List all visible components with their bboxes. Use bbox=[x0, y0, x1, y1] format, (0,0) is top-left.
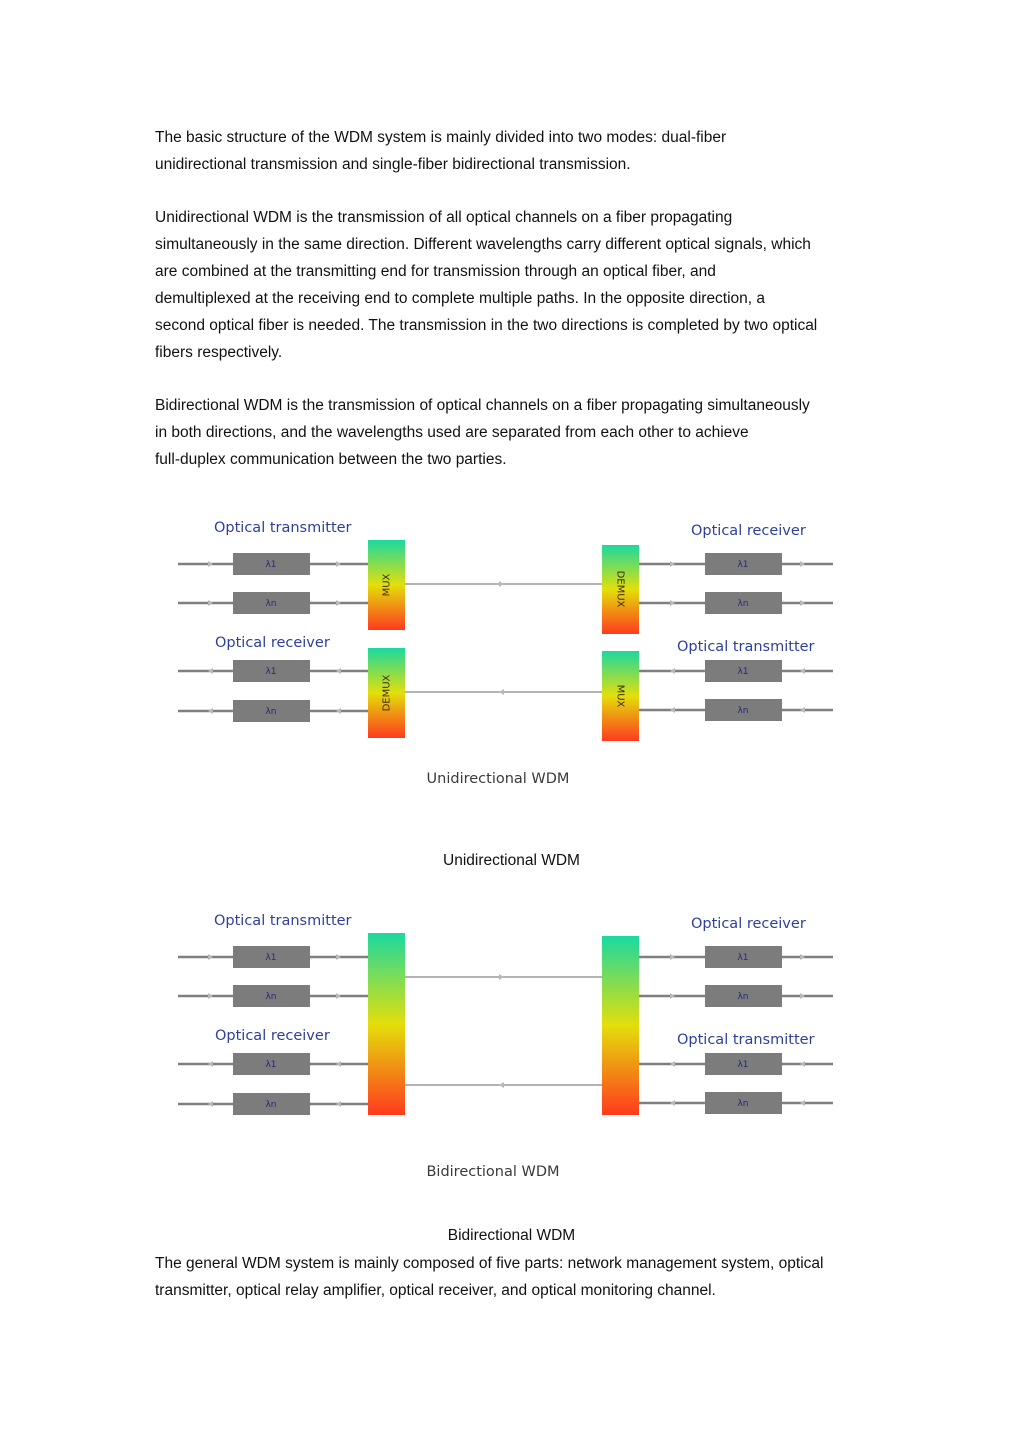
arrow-left-icon bbox=[499, 689, 504, 695]
wavelength-label: λn bbox=[737, 706, 749, 716]
wavelength-label: λn bbox=[265, 707, 277, 717]
arrow-right-icon bbox=[336, 561, 341, 567]
intro-paragraph bbox=[155, 124, 875, 178]
arrow-left-icon bbox=[208, 668, 213, 674]
paragraph-line: second optical fiber is needed. The transmission in the two directions is completed by two optical bbox=[155, 317, 818, 334]
wavelength-label: λ1 bbox=[265, 1060, 277, 1070]
right-receiver-label: Optical receiver bbox=[691, 916, 806, 932]
wavelength-label: λ1 bbox=[265, 667, 277, 677]
wavelength-label: λ1 bbox=[737, 1060, 749, 1070]
closing-paragraph bbox=[155, 1250, 875, 1304]
arrow-right-icon bbox=[499, 974, 504, 980]
wavelength-label: λ1 bbox=[265, 560, 277, 570]
right-wdm-coupler bbox=[602, 936, 639, 1115]
bidirectional-wdm-diagram bbox=[160, 898, 860, 1198]
arrow-right-icon bbox=[336, 600, 341, 606]
arrow-left-icon bbox=[208, 1101, 213, 1107]
arrow-left-icon bbox=[670, 668, 675, 674]
right-transmitter-label: Optical transmitter bbox=[677, 639, 815, 655]
left-wdm-coupler bbox=[368, 933, 405, 1115]
arrow-left-icon bbox=[208, 1061, 213, 1067]
left-receiver-label: Optical receiver bbox=[215, 1028, 330, 1044]
arrow-right-icon bbox=[670, 600, 675, 606]
arrow-right-icon bbox=[670, 993, 675, 999]
arrow-left-icon bbox=[800, 1061, 805, 1067]
arrow-right-icon bbox=[670, 954, 675, 960]
mux-label: MUX bbox=[381, 573, 393, 597]
paragraph-line: transmitter, optical relay amplifier, optical receiver, and optical monitoring channel. bbox=[155, 1282, 716, 1299]
arrow-right-icon bbox=[670, 561, 675, 567]
arrow-right-icon bbox=[208, 993, 213, 999]
paragraph-line: The general WDM system is mainly composed of five parts: network management system, optical bbox=[155, 1255, 824, 1272]
arrow-right-icon bbox=[208, 600, 213, 606]
bidirectional-paragraph bbox=[155, 392, 875, 473]
arrow-left-icon bbox=[336, 708, 341, 714]
paragraph-line: full-duplex communication between the two parties. bbox=[155, 451, 507, 468]
arrow-left-icon bbox=[336, 1101, 341, 1107]
arrow-right-icon bbox=[800, 954, 805, 960]
figure-title: Unidirectional WDM bbox=[426, 771, 570, 787]
arrow-right-icon bbox=[336, 954, 341, 960]
unidirectional-wdm-diagram bbox=[160, 505, 860, 805]
arrow-right-icon bbox=[208, 954, 213, 960]
wavelength-label: λ1 bbox=[737, 953, 749, 963]
paragraph-line: in both directions, and the wavelengths used are separated from each other to achieve bbox=[155, 424, 749, 441]
paragraph-line: are combined at the transmitting end for transmission through an optical fiber, and bbox=[155, 263, 716, 280]
paragraph-line: Bidirectional WDM is the transmission of optical channels on a fiber propagating simultaneously bbox=[155, 397, 810, 414]
arrow-right-icon bbox=[336, 993, 341, 999]
right-transmitter-label: Optical transmitter bbox=[677, 1032, 815, 1048]
arrow-left-icon bbox=[800, 707, 805, 713]
arrow-right-icon bbox=[499, 581, 504, 587]
arrow-left-icon bbox=[800, 1100, 805, 1106]
wavelength-label: λn bbox=[737, 992, 749, 1002]
arrow-right-icon bbox=[800, 600, 805, 606]
unidirectional-paragraph bbox=[155, 204, 875, 366]
wavelength-label: λ1 bbox=[265, 953, 277, 963]
figure-caption: Unidirectional WDM bbox=[443, 852, 580, 869]
arrow-right-icon bbox=[800, 993, 805, 999]
wavelength-label: λn bbox=[737, 1099, 749, 1109]
arrow-left-icon bbox=[336, 1061, 341, 1067]
wavelength-label: λ1 bbox=[737, 560, 749, 570]
mux-label: MUX bbox=[614, 684, 626, 708]
arrow-left-icon bbox=[208, 708, 213, 714]
arrow-right-icon bbox=[800, 561, 805, 567]
paragraph-line: demultiplexed at the receiving end to complete multiple paths. In the opposite direction, a bbox=[155, 290, 766, 307]
left-transmitter-label: Optical transmitter bbox=[214, 520, 352, 536]
paragraph-line: Unidirectional WDM is the transmission of all optical channels on a fiber propagating bbox=[155, 209, 733, 226]
paragraph-line: simultaneously in the same direction. Different wavelengths carry different optical signals, which bbox=[155, 236, 811, 253]
arrow-left-icon bbox=[336, 668, 341, 674]
figure-title: Bidirectional WDM bbox=[426, 1164, 560, 1180]
figure-caption: Bidirectional WDM bbox=[447, 1227, 576, 1244]
demux-label: DEMUX bbox=[381, 674, 393, 712]
arrow-left-icon bbox=[499, 1082, 504, 1088]
wavelength-label: λn bbox=[737, 599, 749, 609]
paragraph-line: The basic structure of the WDM system is mainly divided into two modes: dual-fiber bbox=[155, 129, 727, 146]
wavelength-label: λ1 bbox=[737, 667, 749, 677]
arrow-left-icon bbox=[670, 1061, 675, 1067]
paragraph-line: fibers respectively. bbox=[155, 344, 283, 361]
arrow-left-icon bbox=[670, 707, 675, 713]
left-receiver-label: Optical receiver bbox=[215, 635, 330, 651]
paragraph-line: unidirectional transmission and single-fiber bidirectional transmission. bbox=[155, 156, 631, 173]
wavelength-label: λn bbox=[265, 1100, 277, 1110]
demux-label: DEMUX bbox=[614, 570, 626, 608]
arrow-right-icon bbox=[208, 561, 213, 567]
arrow-left-icon bbox=[670, 1100, 675, 1106]
wavelength-label: λn bbox=[265, 992, 277, 1002]
arrow-left-icon bbox=[800, 668, 805, 674]
right-receiver-label: Optical receiver bbox=[691, 523, 806, 539]
left-transmitter-label: Optical transmitter bbox=[214, 913, 352, 929]
wavelength-label: λn bbox=[265, 599, 277, 609]
